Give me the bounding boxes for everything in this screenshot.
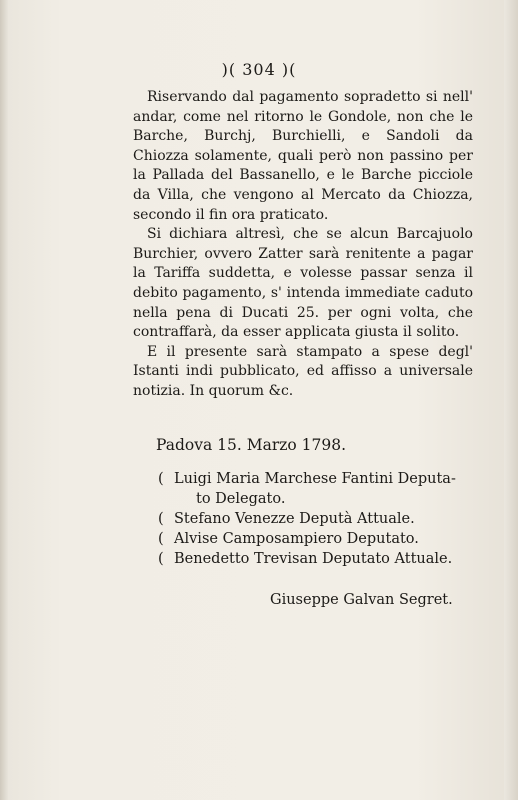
- signatory-name: Stefano Venezze Deputà Attuale.: [174, 511, 415, 527]
- signatory-bracket: (: [158, 511, 164, 527]
- signatory-venezze: [158, 509, 488, 529]
- page-right-edge: [504, 0, 518, 800]
- signatory-bracket: (: [158, 471, 164, 487]
- body-text: [133, 88, 473, 402]
- signatory-camposampiero: [158, 529, 488, 549]
- page-header: )( 304 )(: [221, 60, 297, 79]
- signatory-fantini: [158, 469, 488, 509]
- date-line: Padova 15. Marzo 1798.: [156, 436, 347, 454]
- signatory-title: to Delegato.: [196, 491, 286, 507]
- signatory-bracket: (: [158, 551, 164, 567]
- signatory-name: Benedetto Trevisan Deputato Attuale.: [174, 551, 453, 567]
- page-left-edge: [0, 0, 8, 800]
- signatory-bracket: (: [158, 531, 164, 547]
- secretary-signature: Giuseppe Galvan Segret.: [270, 592, 453, 608]
- signatory-name: Luigi Maria Marchese Fantini Deputa-: [174, 471, 456, 487]
- signatory-trevisan: [158, 549, 488, 569]
- paragraph-publication: E il presente sarà stampato a spese degl' Istanti indi pubblicato, ed affisso a universale notizia. In quorum &c.: [133, 343, 473, 399]
- signatory-name: Alvise Camposampiero Deputato.: [174, 531, 419, 547]
- paragraph-exemption: Riservando dal pagamento sopradetto si nell' andar, come nel ritorno le Gondole, non che le Barche, Burchj, Burchielli, e Sandoli da Chiozza solamente, quali però non passino per la Pallada del Bassanello, e le Barche picciole da Villa, che vengono al Mercato da Chiozza, secondo il fin ora praticato.: [133, 89, 473, 223]
- paragraph-penalty: Si dichiara altresì, che se alcun Barcajuolo Burchier, ovvero Zatter sarà renitente a pagar la Tariffa suddetta, e volesse passar senza il debito pagamento, s' intenda immediate caduto nella pena di Ducati 25. per ogni volta, che contraffarà, da esser applicata giusta il solito.: [133, 226, 473, 341]
- signatory-list: [158, 469, 488, 569]
